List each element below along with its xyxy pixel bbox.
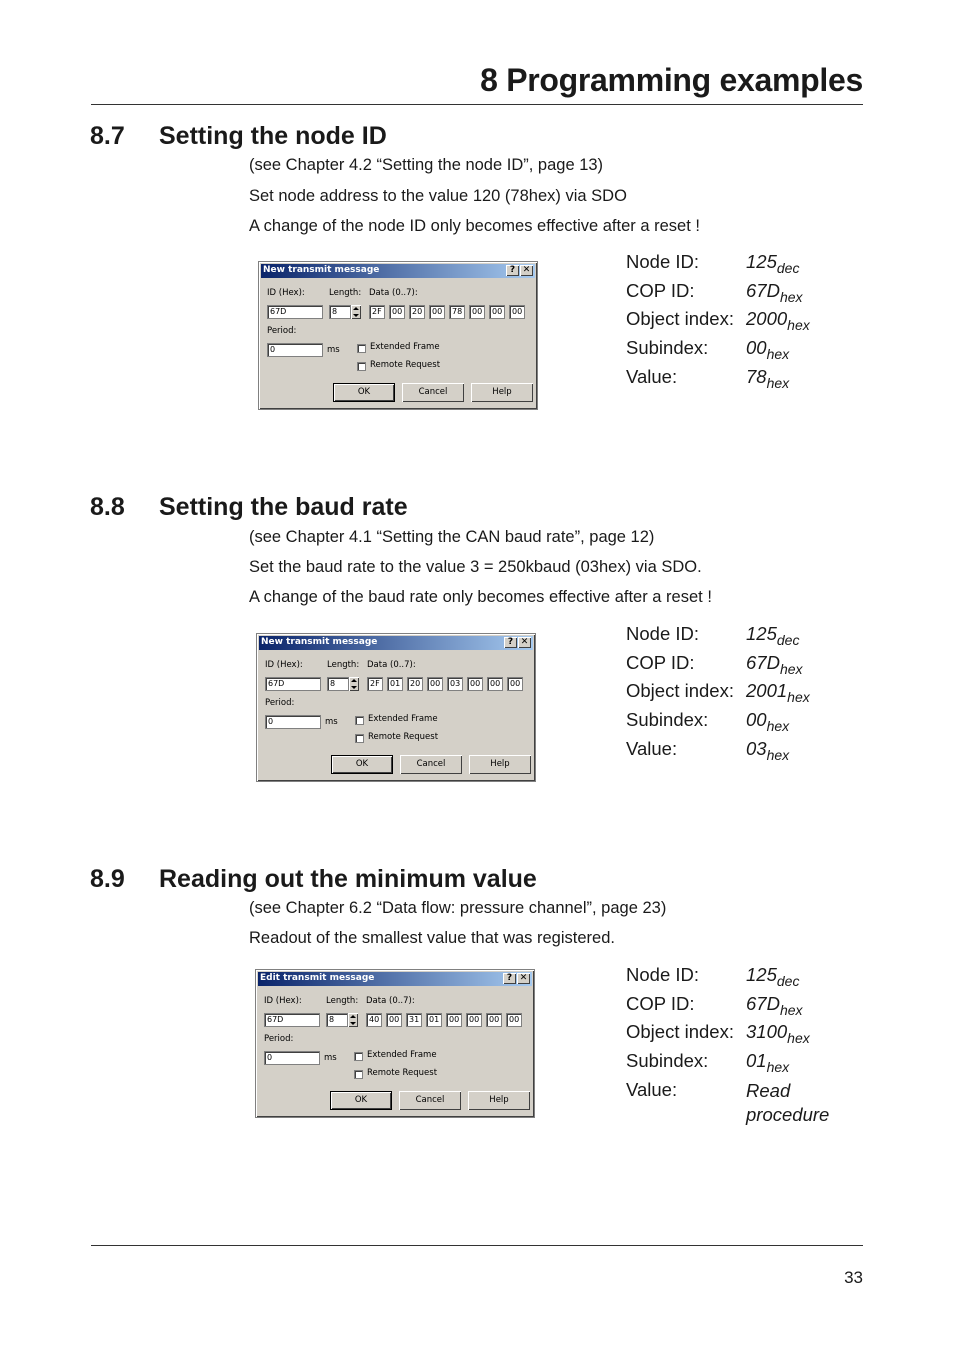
param-label: COP ID: xyxy=(626,279,695,301)
dialog-title: Edit transmit message xyxy=(260,973,375,983)
data-byte-0[interactable]: 40 xyxy=(366,1013,382,1027)
dialog-title: New transmit message xyxy=(261,637,378,647)
data-byte-6[interactable]: 00 xyxy=(487,677,503,691)
section-title: Setting the node ID xyxy=(159,122,387,150)
help-icon[interactable]: ? xyxy=(506,265,519,276)
data-byte-1[interactable]: 01 xyxy=(387,677,403,691)
page-number: 33 xyxy=(844,1268,863,1287)
period-unit: ms xyxy=(325,717,338,727)
data-byte-1[interactable]: 00 xyxy=(386,1013,402,1027)
period-label: Period: xyxy=(265,698,295,708)
length-input[interactable]: 8 xyxy=(329,305,351,319)
paragraph: A change of the node ID only becomes effective after a reset ! xyxy=(249,217,700,235)
help-icon[interactable]: ? xyxy=(504,637,517,648)
ok-button[interactable]: OK xyxy=(330,1091,392,1110)
data-byte-0[interactable]: 2F xyxy=(367,677,383,691)
length-spinner[interactable] xyxy=(351,305,361,319)
data-byte-4[interactable]: 00 xyxy=(446,1013,462,1027)
help-icon[interactable]: ? xyxy=(503,973,516,984)
param-value: $2000_{hex}$ xyxy=(746,308,810,334)
param-value: $125_{dec}$ xyxy=(746,964,800,989)
extended-frame-label: Extended Frame xyxy=(367,1050,437,1060)
length-input[interactable]: 8 xyxy=(327,677,349,691)
id-input[interactable]: 67D xyxy=(264,1013,320,1027)
param-label: Object index: xyxy=(626,680,734,702)
data-byte-6[interactable]: 00 xyxy=(489,305,505,319)
param-label: Value: xyxy=(626,1078,678,1100)
extended-frame-checkbox[interactable] xyxy=(354,1052,363,1061)
close-icon[interactable]: ✕ xyxy=(520,265,533,276)
param-label: Subindex: xyxy=(626,1050,709,1072)
id-label: ID (Hex): xyxy=(264,996,302,1006)
close-icon[interactable]: ✕ xyxy=(518,637,531,648)
length-label: Length: xyxy=(326,996,359,1006)
data-byte-4[interactable]: 03 xyxy=(447,677,463,691)
data-byte-7[interactable]: 00 xyxy=(509,305,525,319)
param-value: $67D_{hex}$ xyxy=(746,279,803,305)
help-button[interactable]: Help xyxy=(468,1091,530,1110)
data-byte-3[interactable]: 01 xyxy=(426,1013,442,1027)
length-spinner[interactable] xyxy=(348,1013,358,1027)
paragraph: (see Chapter 6.2 “Data flow: pressure channel”, page 23) xyxy=(249,899,667,917)
period-label: Period: xyxy=(267,326,297,336)
id-input[interactable]: 67D xyxy=(267,305,323,319)
length-spinner[interactable] xyxy=(349,677,359,691)
data-label: Data (0..7): xyxy=(369,288,418,298)
param-value: $2001_{hex}$ xyxy=(746,680,810,706)
param-label: Value: xyxy=(626,365,678,387)
data-byte-5[interactable]: 00 xyxy=(469,305,485,319)
data-label: Data (0..7): xyxy=(366,996,415,1006)
param-label: Value: xyxy=(626,737,678,759)
param-value: $67D_{hex}$ xyxy=(746,992,803,1018)
data-byte-6[interactable]: 00 xyxy=(486,1013,502,1027)
param-label: Node ID: xyxy=(626,964,700,985)
section-title: Setting the baud rate xyxy=(159,493,408,521)
transmit-message-dialog xyxy=(256,633,536,782)
dialog-titlebar xyxy=(261,264,535,278)
remote-request-checkbox[interactable] xyxy=(355,734,364,743)
cancel-button[interactable]: Cancel xyxy=(402,383,464,402)
transmit-message-dialog xyxy=(258,261,538,410)
length-label: Length: xyxy=(329,288,362,298)
param-label: Subindex: xyxy=(626,337,709,359)
data-label: Data (0..7): xyxy=(367,660,416,670)
data-byte-3[interactable]: 00 xyxy=(429,305,445,319)
param-label: Node ID: xyxy=(626,251,700,272)
param-label: Subindex: xyxy=(626,709,709,731)
data-byte-3[interactable]: 00 xyxy=(427,677,443,691)
ok-button[interactable]: OK xyxy=(333,383,395,402)
extended-frame-label: Extended Frame xyxy=(368,714,438,724)
footer-rule xyxy=(91,1245,863,1246)
param-value: $00_{hex}$ xyxy=(746,337,790,363)
period-input[interactable]: 0 xyxy=(267,343,323,357)
header-rule xyxy=(91,104,863,105)
param-label: Object index: xyxy=(626,308,734,330)
param-value: $125_{dec}$ xyxy=(746,251,800,276)
period-input[interactable]: 0 xyxy=(265,715,321,729)
close-icon[interactable]: ✕ xyxy=(517,973,530,984)
data-byte-5[interactable]: 00 xyxy=(467,677,483,691)
paragraph: Set node address to the value 120 (78hex) via SDO xyxy=(249,187,627,205)
paragraph: A change of the baud rate only becomes effective after a reset ! xyxy=(249,588,712,606)
param-value: Read procedure xyxy=(746,1079,830,1126)
dialog-titlebar xyxy=(258,972,532,986)
param-label: Node ID: xyxy=(626,623,700,644)
chapter-title: 8 Programming examples xyxy=(480,62,863,98)
length-input[interactable]: 8 xyxy=(326,1013,348,1027)
id-input[interactable]: 67D xyxy=(265,677,321,691)
param-value: $67D_{hex}$ xyxy=(746,651,803,677)
help-button[interactable]: Help xyxy=(471,383,533,402)
extended-frame-checkbox[interactable] xyxy=(357,344,366,353)
period-unit: ms xyxy=(324,1053,337,1063)
id-label: ID (Hex): xyxy=(265,660,303,670)
data-byte-2[interactable]: 31 xyxy=(406,1013,422,1027)
period-unit: ms xyxy=(327,345,340,355)
param-value: $125_{dec}$ xyxy=(746,623,800,648)
help-button[interactable]: Help xyxy=(469,755,531,774)
data-byte-5[interactable]: 00 xyxy=(466,1013,482,1027)
data-byte-2[interactable]: 20 xyxy=(409,305,425,319)
period-input[interactable]: 0 xyxy=(264,1051,320,1065)
param-value: $01_{hex}$ xyxy=(746,1050,790,1076)
dialog-titlebar xyxy=(259,636,533,650)
id-label: ID (Hex): xyxy=(267,288,305,298)
data-byte-1[interactable]: 00 xyxy=(389,305,405,319)
remote-request-label: Remote Request xyxy=(367,1068,438,1078)
length-label: Length: xyxy=(327,660,360,670)
param-value: $3100_{hex}$ xyxy=(746,1021,810,1047)
transmit-message-dialog xyxy=(255,969,535,1118)
cancel-button[interactable]: Cancel xyxy=(399,1091,461,1110)
section-number: 8.8 xyxy=(90,493,125,521)
paragraph: (see Chapter 4.2 “Setting the node ID”, page 13) xyxy=(249,156,604,174)
period-label: Period: xyxy=(264,1034,294,1044)
extended-frame-checkbox[interactable] xyxy=(355,716,364,725)
section-title: Reading out the minimum value xyxy=(159,865,537,893)
remote-request-checkbox[interactable] xyxy=(357,362,366,371)
paragraph: Readout of the smallest value that was registered. xyxy=(249,929,615,947)
param-label: Object index: xyxy=(626,1021,734,1043)
param-label: COP ID: xyxy=(626,992,695,1014)
remote-request-label: Remote Request xyxy=(370,360,441,370)
param-value: $00_{hex}$ xyxy=(746,709,790,735)
param-value: $78_{hex}$ xyxy=(746,365,790,391)
ok-button[interactable]: OK xyxy=(331,755,393,774)
extended-frame-label: Extended Frame xyxy=(370,342,440,352)
remote-request-checkbox[interactable] xyxy=(354,1070,363,1079)
data-byte-7[interactable]: 00 xyxy=(507,677,523,691)
section-number: 8.7 xyxy=(90,122,125,150)
data-byte-4[interactable]: 78 xyxy=(449,305,465,319)
data-byte-2[interactable]: 20 xyxy=(407,677,423,691)
section-number: 8.9 xyxy=(90,865,125,893)
param-label: COP ID: xyxy=(626,651,695,673)
paragraph: Set the baud rate to the value 3 = 250kbaud (03hex) via SDO. xyxy=(249,558,702,576)
data-byte-0[interactable]: 2F xyxy=(369,305,385,319)
data-byte-7[interactable]: 00 xyxy=(506,1013,522,1027)
paragraph: (see Chapter 4.1 “Setting the CAN baud rate”, page 12) xyxy=(249,528,655,546)
dialog-title: New transmit message xyxy=(263,265,380,275)
remote-request-label: Remote Request xyxy=(368,732,439,742)
param-value: $03_{hex}$ xyxy=(746,737,790,763)
cancel-button[interactable]: Cancel xyxy=(400,755,462,774)
